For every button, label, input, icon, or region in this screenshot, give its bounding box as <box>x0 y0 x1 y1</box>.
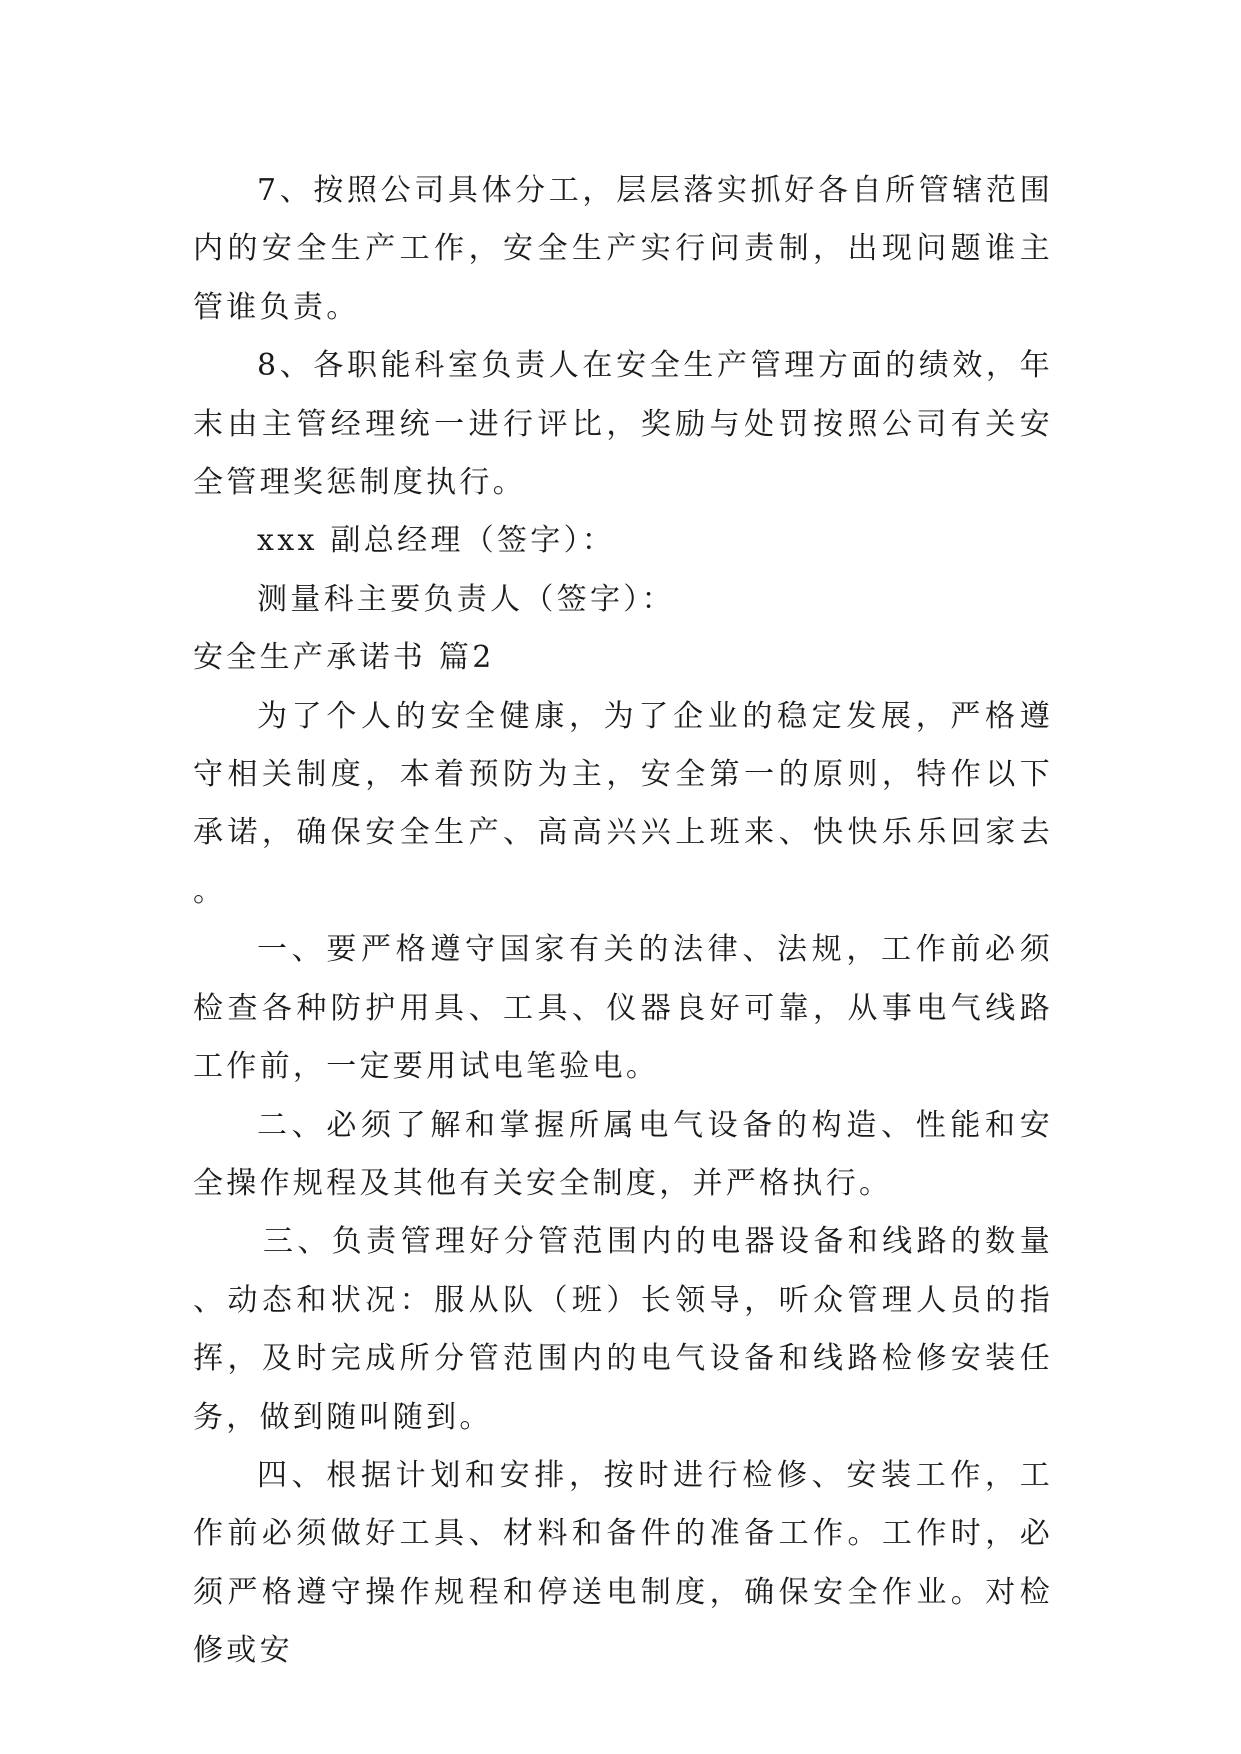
signature-line-deputy-manager: xxx 副总经理（签字）： <box>257 523 616 559</box>
section-heading: 安全生产承诺书 篇2 <box>193 640 495 676</box>
signature-line-survey-head: 测量科主要负责人（签字）： <box>257 581 675 617</box>
document-body <box>193 162 1053 1681</box>
paragraph-clause-3: 三、负责管理好分管范围内的电器设备和线路的数量、动态和状况：服从队（班）长领导，听众管理人员的指挥，及时完成所分管范围内的电气设备和线路检修安装任务，做到随叫随到。 <box>193 1224 1053 1435</box>
paragraph-item-7: 7、按照公司具体分工，层层落实抓好各自所管辖范围内的安全生产工作，安全生产实行问责制，出现问题谁主管谁负责。 <box>193 173 1053 325</box>
paragraph-intro: 为了个人的安全健康，为了企业的稳定发展，严格遵守相关制度，本着预防为主，安全第一的原则，特作以下承诺，确保安全生产、高高兴兴上班来、快快乐乐回家去。 <box>193 698 1053 909</box>
paragraph-clause-1: 一、要严格遵守国家有关的法律、法规，工作前必须检查各种防护用具、工具、仪器良好可靠，从事电气线路工作前，一定要用试电笔验电。 <box>193 932 1053 1085</box>
paragraph-item-8: 8、各职能科室负责人在安全生产管理方面的绩效，年末由主管经理统一进行评比，奖励与处罚按照公司有关安全管理奖惩制度执行。 <box>193 348 1053 501</box>
paragraph-clause-2: 二、必须了解和掌握所属电气设备的构造、性能和安全操作规程及其他有关安全制度，并严格执行。 <box>193 1107 1053 1201</box>
paragraph-clause-4: 四、根据计划和安排，按时进行检修、安装工作，工作前必须做好工具、材料和备件的准备工作。工作时，必须严格遵守操作规程和停送电制度，确保安全作业。对检修或安 <box>193 1457 1053 1669</box>
